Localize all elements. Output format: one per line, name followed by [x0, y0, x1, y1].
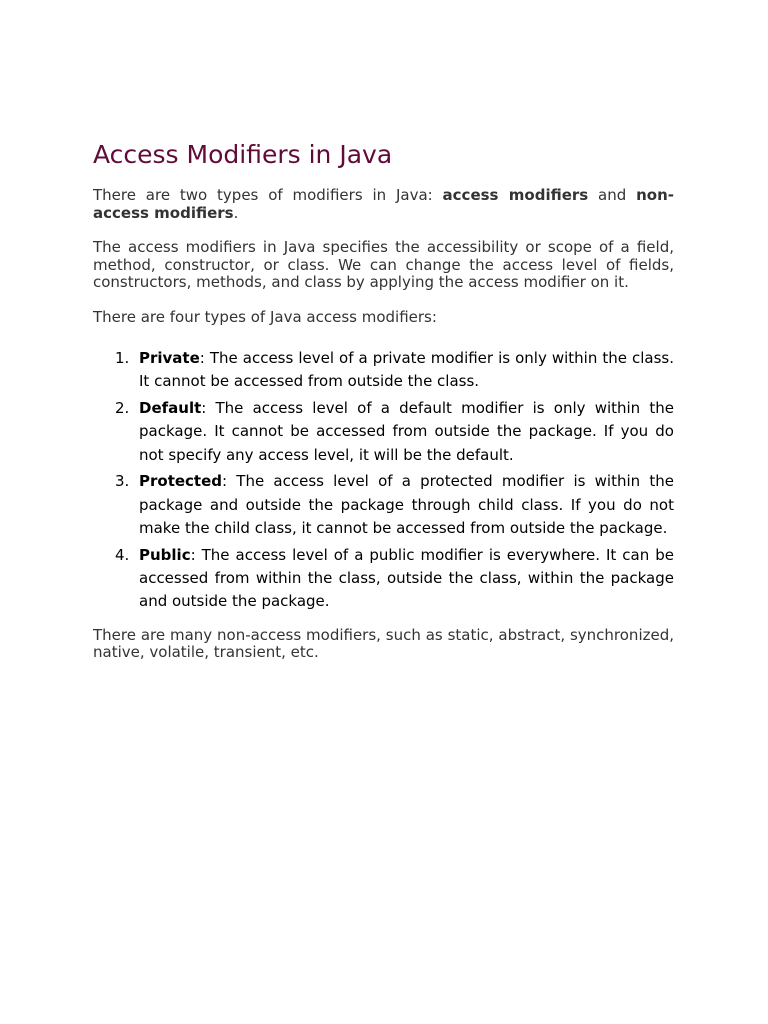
- list-item: [115, 347, 674, 394]
- modifier-list: [93, 347, 674, 614]
- intro-paragraph: [93, 187, 674, 222]
- list-item-number: 2.: [115, 399, 130, 418]
- intro-bold-non-access-modifiers: non-access modifiers: [93, 186, 674, 222]
- list-item-number: 4.: [115, 545, 130, 564]
- four-types-paragraph: There are four types of Java access modifiers:: [93, 307, 437, 326]
- list-item: [115, 470, 674, 540]
- list-item-text: : The access level of a private modifier is only within the class. It cannot be accessed from outside the class.: [139, 349, 674, 391]
- list-item-term: Default: [139, 399, 202, 418]
- non-access-paragraph: There are many non-access modifiers, such as static, abstract, synchronized, native, volatile, transient, etc.: [93, 625, 674, 662]
- list-item-number: 1.: [115, 349, 130, 367]
- list-item-number: 3.: [115, 472, 130, 491]
- list-item-term: Private: [139, 349, 200, 367]
- page-title: Access Modifiers in Java: [93, 140, 393, 169]
- list-item-term: Public: [139, 545, 191, 564]
- list-item-text: : The access level of a default modifier is only within the package. It cannot be accessed from outside the package. If you do not specify any access level, it will be the default.: [139, 399, 674, 464]
- intro-prefix: There are two types of modifiers in Java:: [93, 186, 443, 204]
- intro-bold-access-modifiers: access modifiers: [442, 186, 589, 204]
- list-item-text: : The access level of a protected modifier is within the package and outside the package through child class. If you do not make the child class, it cannot be accessed from outside the package.: [139, 472, 674, 538]
- document-page: [93, 138, 674, 662]
- intro-suffix: .: [233, 203, 239, 222]
- intro-middle: and: [588, 186, 637, 204]
- list-item: [115, 397, 674, 467]
- list-item-text: : The access level of a public modifier is everywhere. It can be accessed from within the class, outside the class, within the package and outside the package.: [139, 545, 674, 611]
- list-item: [115, 544, 674, 614]
- list-item-term: Protected: [139, 472, 223, 491]
- description-paragraph: The access modifiers in Java specifies the accessibility or scope of a field, method, constructor, or class. We can change the access level of fields, constructors, methods, and class by applying the access modifier on it.: [93, 238, 674, 291]
